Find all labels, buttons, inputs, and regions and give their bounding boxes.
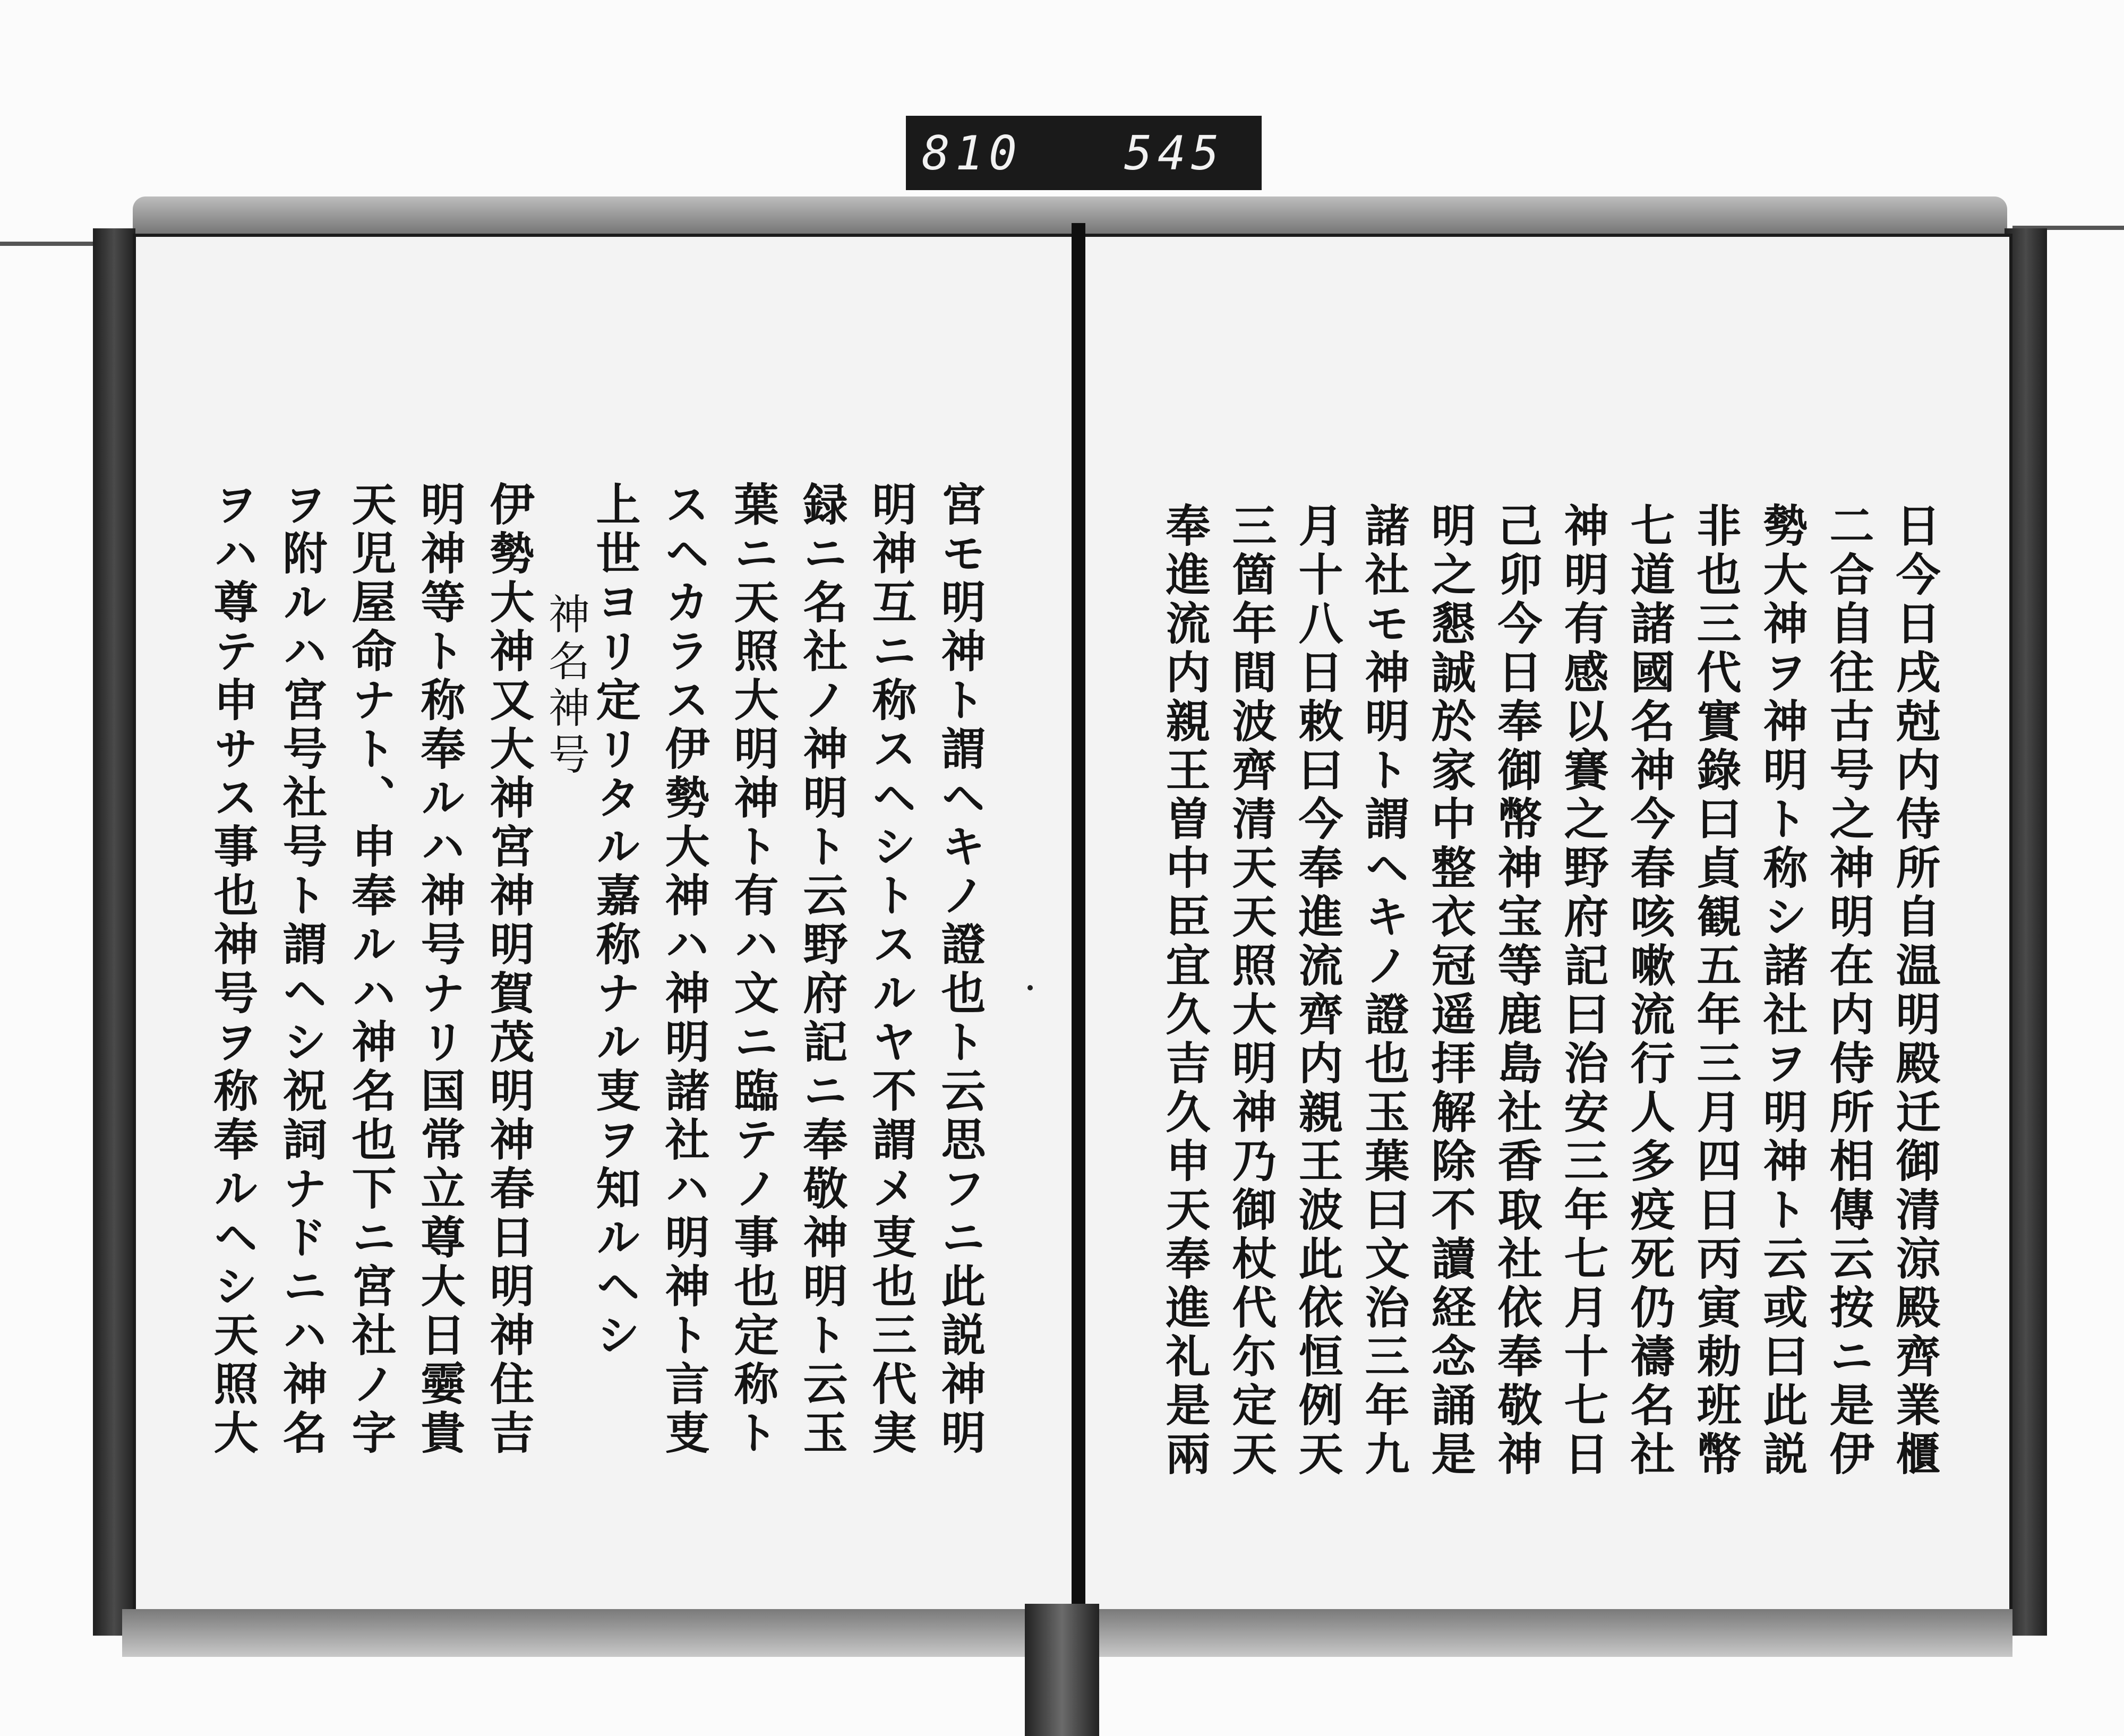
left-column-5: スヘカラス伊勢大神ハ神明諸社ハ明神ト言叓 <box>658 481 710 1458</box>
right-column-11: 三箇年間波齊清天天照大明神乃御杖代尓定天 <box>1225 502 1278 1480</box>
left-column-12: ヲハ尊テ申サス事也神号ヲ称奉ルヘシ天照大 <box>207 481 259 1458</box>
left-column-6: 上世ヨリ定リタル嘉称ナル叓ヲ知ルヘシ <box>589 481 641 1361</box>
section-heading-shinmei-shingo: 神名神号 <box>542 593 589 780</box>
right-column-5: 七道諸國名神今春咳嗽流行人多疫死仍禱名社 <box>1623 502 1676 1480</box>
right-column-3: 勢大神ヲ神明ト称シ諸社ヲ明神ト云或曰此説 <box>1756 502 1809 1480</box>
left-column-1: 宮モ明神ト謂ヘキノ證也ト云思フニ此説神明 <box>934 481 987 1458</box>
page-number-plate <box>906 116 1262 190</box>
right-column-9: 諸社モ神明ト謂ヘキノ證也玉葉曰文治三年九 <box>1358 502 1410 1480</box>
left-column-9: 明神等ト称奉ルハ神号ナリ国常立尊大日孁貴 <box>414 481 466 1458</box>
right-column-4: 非也三代實錄曰貞観五年三月四日丙寅勅班幣 <box>1690 502 1742 1480</box>
left-column-8: 伊勢大神又大神宮神明賀茂明神春日明神住吉 <box>483 481 535 1458</box>
left-edge-rule <box>0 242 96 246</box>
right-column-6: 神明有感以賽之野府記曰治安三年七月十七日 <box>1557 502 1609 1480</box>
right-column-7: 己卯今日奉御幣神宝等鹿島社香取社依奉敬神 <box>1491 502 1543 1480</box>
right-column-10: 月十八日敕曰今奉進流齊内親王波此依恒例天 <box>1291 502 1344 1480</box>
left-column-2: 明神互ニ称スヘシトスルヤ不謂メ叓也三代実 <box>865 481 918 1458</box>
left-column-3: 録ニ名社ノ神明ト云野府記ニ奉敬神明ト云玉 <box>796 481 849 1458</box>
right-column-1: 日今日戌尅内侍所自温明殿迁御清涼殿齊業櫃 <box>1889 502 1941 1480</box>
left-cover-edge <box>93 228 135 1636</box>
right-column-8: 明之懇誠於家中整衣冠遥拝解除不讀経念誦是 <box>1424 502 1477 1480</box>
right-page <box>1078 234 2012 1614</box>
ink-speck <box>1027 985 1033 990</box>
left-column-4: 葉ニ天照大明神ト有ハ文ニ臨テノ事也定称ト <box>727 481 780 1458</box>
plate-number-right: 545 <box>1124 125 1224 181</box>
left-column-11: ヲ附ルハ宮号社号ト謂ヘシ祝詞ナドニハ神名 <box>276 481 328 1458</box>
left-page <box>133 234 1078 1614</box>
right-column-12: 奉進流内親王曽中臣宜久吉久申天奉進礼是兩 <box>1159 502 1211 1480</box>
spine-tab <box>1025 1604 1099 1736</box>
center-gutter <box>1072 223 1085 1625</box>
right-column-2: 二合自往古号之神明在内侍所相傳云按ニ是伊 <box>1822 502 1875 1480</box>
left-column-10: 天児屋命ナト、申奉ルハ神名也下ニ宮社ノ字 <box>345 481 397 1458</box>
book-top-edge <box>133 196 2007 239</box>
plate-number-left: 810 <box>922 125 1022 181</box>
